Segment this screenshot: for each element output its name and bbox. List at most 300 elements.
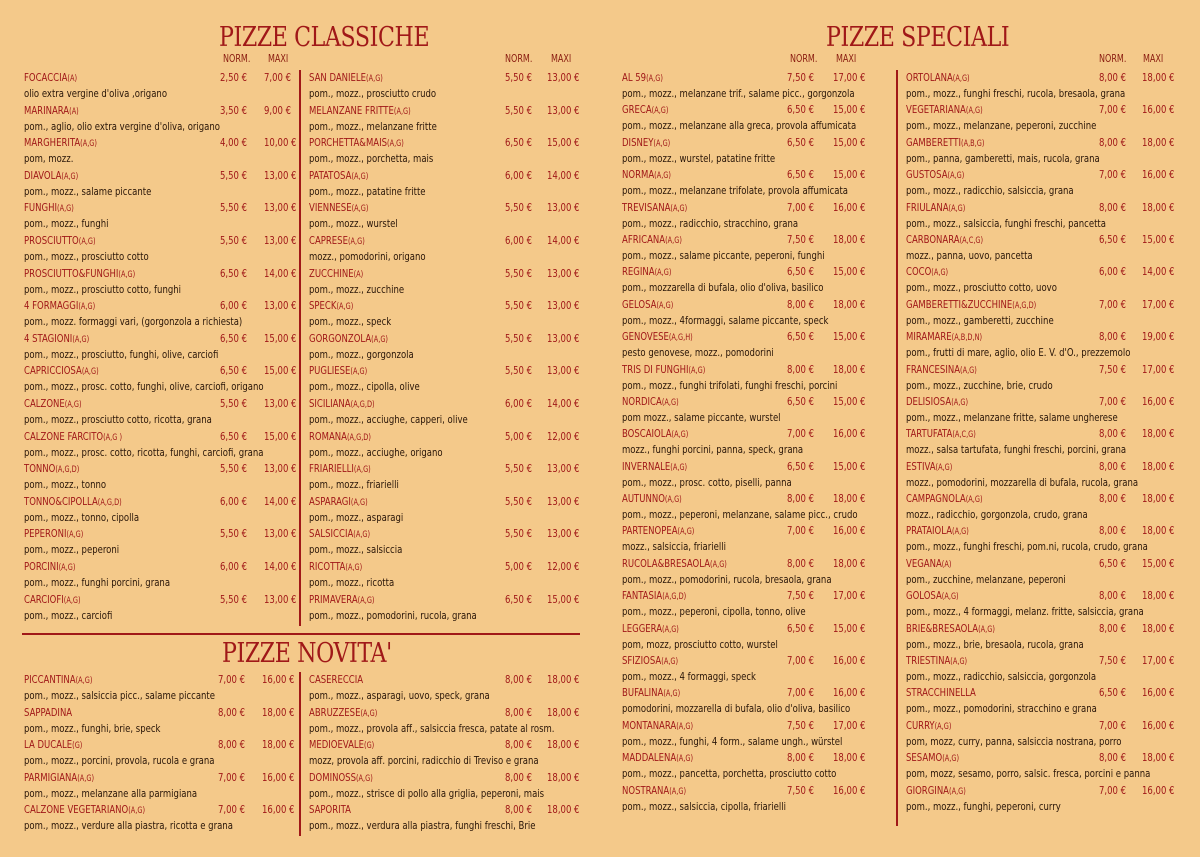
menu-item-brie-and-bresaola: [906, 622, 1178, 654]
allergen-codes: (A,G): [960, 365, 977, 376]
pizza-name-text: MADDALENA: [622, 751, 677, 765]
pizza-name: [906, 395, 968, 408]
pizza-ingredients: pomodorini, mozzarella di bufala, olio d'oliva, basilico: [622, 702, 851, 716]
pizza-name: [309, 803, 351, 816]
allergen-codes: (A,G): [353, 530, 371, 541]
menu-item-friulana: [906, 201, 1178, 233]
allergen-codes: (A,G): [688, 365, 706, 376]
price-norm: 5,50 €: [220, 201, 248, 215]
pizza-ingredients: pom., mozz., radicchio, stracchino, grana: [622, 216, 799, 230]
price-norm: 6,50 €: [787, 330, 815, 344]
pizza-name: [906, 492, 983, 505]
price-norm: 8,00 €: [505, 803, 533, 817]
price-norm: 8,00 €: [787, 556, 815, 570]
price-header-classiche-right: [309, 53, 584, 67]
menu-item-autunno: [622, 492, 894, 524]
menu-item-gamberetti: [906, 136, 1178, 168]
price-maxi: 13,00 €: [547, 331, 580, 345]
price-maxi: 18,00 €: [547, 738, 580, 752]
pizza-ingredients: pom., mozz., wurstel, patatine fritte: [622, 151, 776, 165]
price-norm: 5,50 €: [220, 462, 248, 476]
price-norm: 8,00 €: [1099, 71, 1127, 84]
price-maxi: 13,00 €: [547, 103, 580, 117]
pizza-name: [622, 395, 679, 408]
divider-section-novita: [22, 633, 580, 635]
menu-item-giorgina: [906, 784, 1178, 816]
pizza-name: [309, 169, 368, 182]
menu-item-capricciosa: [24, 364, 299, 397]
price-norm: 6,00 €: [505, 233, 533, 247]
pizza-name-text: CAPRESE: [309, 233, 348, 247]
price-norm: 6,00 €: [220, 299, 248, 313]
section-title-novita: PIZZE NOVITA': [222, 638, 392, 669]
price-maxi: 18,00 €: [1142, 135, 1175, 149]
pizza-name-text: FOCACCIA: [24, 71, 68, 84]
pizza-name: [24, 771, 94, 784]
menu-item-delisiosa: [906, 395, 1178, 427]
price-norm: 7,50 €: [787, 232, 815, 246]
pizza-ingredients: pom., mozz., melanzane trif., salame picc., gorgonzola: [622, 87, 855, 100]
allergen-codes: (A,G): [646, 74, 663, 84]
pizza-ingredients: pom., mozz., funghi, peperoni, curry: [906, 799, 1061, 813]
pizza-name: [24, 201, 74, 214]
price-norm: 5,50 €: [505, 462, 533, 476]
menu-item-primavera: [309, 593, 584, 626]
allergen-codes: (A,G): [654, 171, 671, 182]
pizza-ingredients: pom., mozz., prosciutto, funghi, olive, carciofi: [24, 347, 219, 361]
price-maxi: 13,00 €: [264, 168, 297, 182]
menu-item-gustosa: [906, 168, 1178, 200]
pizza-name: [24, 560, 75, 573]
price-maxi: 15,00 €: [1142, 556, 1175, 570]
price-norm: 8,00 €: [1099, 621, 1127, 635]
allergen-codes: (A,G): [662, 624, 679, 635]
pizza-name-text: ZUCCHINE: [309, 266, 354, 280]
menu-item-carbonara: [906, 233, 1178, 265]
allergen-codes: (A,G,D): [55, 465, 80, 476]
pizza-name-text: BUFALINA: [622, 686, 664, 700]
menu-column-classiche-right: [309, 71, 584, 625]
allergen-codes: (A,G): [347, 236, 365, 247]
pizza-ingredients: pom., mozz., funghi freschi, pom.ni, rucola, crudo, grana: [906, 540, 1148, 554]
menu-item-vegetariana: [906, 103, 1178, 135]
pizza-name-text: PORCHETTA&MAIS: [309, 136, 388, 150]
pizza-ingredients: pom., mozzarella di bufala, olio d'oliva, basilico: [622, 281, 824, 295]
price-norm: 6,00 €: [1099, 265, 1127, 279]
allergen-codes: (A,G): [950, 657, 968, 668]
menu-item-margherita: [24, 136, 299, 169]
pizza-ingredients: pom, mozz, sesamo, porro, salsic. fresca, porcini e panna: [906, 767, 1151, 781]
menu-item-disney: [622, 136, 894, 168]
price-maxi: 14,00 €: [547, 233, 580, 247]
price-norm: 8,00 €: [1099, 751, 1127, 765]
pizza-ingredients: pom., mozz., prosciutto cotto, funghi: [24, 282, 182, 296]
pizza-ingredients: pom., mozz., prosc. cotto, funghi, olive, carciofi, origano: [24, 380, 264, 394]
price-norm: 6,50 €: [505, 136, 533, 150]
allergen-codes: (A,G): [951, 397, 969, 408]
norm-header: NORM.: [505, 53, 533, 65]
menu-item-carciofi: [24, 593, 299, 626]
price-maxi: 18,00 €: [547, 770, 580, 784]
pizza-ingredients: pom., mozz., carciofi: [24, 608, 113, 622]
allergen-codes: (A,G): [670, 462, 688, 473]
menu-column-classiche-left: [24, 71, 299, 625]
price-maxi: 19,00 €: [1142, 330, 1175, 344]
pizza-name-text: PICCANTINA: [24, 673, 76, 686]
pizza-ingredients: pom., mozz., acciughe, capperi, olive: [309, 412, 468, 426]
price-maxi: 16,00 €: [833, 654, 866, 668]
pizza-ingredients: pom., mozz., radicchio, salsiccia, grana: [906, 184, 1074, 198]
pizza-name: [24, 430, 122, 443]
allergen-codes: (A,G): [78, 236, 96, 247]
allergen-codes: (A,G): [676, 754, 694, 765]
price-norm: 5,50 €: [220, 592, 248, 606]
price-maxi: 17,00 €: [833, 589, 866, 603]
pizza-name-text: TONNO&CIPOLLA: [24, 494, 98, 508]
pizza-name: [24, 332, 89, 345]
pizza-name-text: 4 FORMAGGI: [24, 299, 79, 313]
pizza-name-text: PEPERONI: [24, 527, 67, 541]
pizza-name: [309, 201, 368, 214]
pizza-ingredients: pom., mozz., pomodorini, rucola, bresaola, grana: [622, 572, 832, 586]
pizza-name-text: ESTIVA: [906, 459, 936, 473]
price-norm: 6,50 €: [787, 621, 815, 635]
pizza-name: [622, 751, 693, 764]
section-title-classiche: PIZZE CLASSICHE: [219, 22, 430, 53]
menu-item-nostrana: [622, 784, 894, 816]
price-maxi: 13,00 €: [547, 201, 580, 215]
menu-item-curry: [906, 719, 1178, 751]
price-norm: 5,50 €: [505, 331, 533, 345]
pizza-name: [309, 527, 370, 540]
price-maxi: 15,00 €: [264, 331, 297, 345]
pizza-name: [622, 557, 727, 570]
pizza-name-text: TREVISANA: [622, 200, 671, 214]
pizza-name: [24, 364, 99, 377]
price-norm: 7,50 €: [787, 589, 815, 603]
allergen-codes: (A,G): [656, 300, 674, 311]
menu-item-maddalena: [622, 751, 894, 783]
pizza-ingredients: pom., mozz., provola aff., salsiccia fresca, patate al rosm.: [309, 721, 555, 735]
menu-item-triestina: [906, 654, 1178, 686]
pizza-name-text: DIAVOLA: [24, 168, 62, 182]
pizza-name: [906, 233, 983, 246]
pizza-name: [309, 234, 365, 247]
allergen-codes: (A,G): [651, 106, 669, 117]
allergen-codes: (A,G): [710, 559, 727, 570]
pizza-name: [309, 299, 353, 312]
price-norm: 8,00 €: [1099, 200, 1127, 214]
pizza-name-text: MONTANARA: [622, 718, 677, 732]
pizza-ingredients: pom., mozz., asparagi: [309, 510, 404, 524]
pizza-ingredients: pom., mozz., funghi freschi, rucola, bresaola, grana: [906, 87, 1126, 100]
divider-speciali: [896, 70, 898, 826]
price-norm: 6,50 €: [787, 394, 815, 408]
price-norm: 6,50 €: [220, 266, 248, 280]
pizza-name-text: GIORGINA: [906, 783, 950, 797]
pizza-ingredients: pom., mozz. formaggi vari, (gorgonzola a richiesta): [24, 315, 243, 329]
allergen-codes: (A,G): [366, 74, 383, 84]
menu-item-salsiccia: [309, 527, 584, 560]
pizza-ingredients: pom., mozz., funghi trifolati, funghi freschi, porcini: [622, 378, 838, 392]
allergen-codes: (A,G): [353, 465, 371, 476]
pizza-name-text: TRIESTINA: [906, 654, 951, 668]
pizza-ingredients: mozz., salsiccia, friarielli: [622, 540, 726, 554]
pizza-name-text: BRIE&BRESAOLA: [906, 621, 979, 635]
price-norm: 7,00 €: [218, 770, 246, 784]
menu-item-greca: [622, 103, 894, 135]
price-maxi: 18,00 €: [1142, 524, 1175, 538]
pizza-name-text: ABRUZZESE: [309, 705, 361, 719]
allergen-codes: (A,G): [351, 204, 369, 215]
pizza-name-text: GUSTOSA: [906, 168, 948, 182]
pizza-name-text: ASPARAGI: [309, 494, 351, 508]
pizza-ingredients: pom., mozz., peperoni: [24, 543, 120, 557]
price-norm: 8,00 €: [505, 738, 533, 752]
price-norm: 5,50 €: [220, 527, 248, 541]
allergen-codes: (A,G): [387, 139, 404, 150]
price-norm: 6,50 €: [787, 168, 815, 182]
price-norm: 5,00 €: [505, 559, 533, 573]
pizza-ingredients: pom., mozz., melanzane fritte: [309, 119, 437, 133]
pizza-name-text: CAPRICCIOSA: [24, 364, 82, 378]
price-norm: 6,50 €: [220, 364, 248, 378]
price-maxi: 16,00 €: [833, 200, 866, 214]
price-maxi: 18,00 €: [833, 492, 866, 506]
price-maxi: 16,00 €: [1142, 394, 1175, 408]
allergen-codes: (A,G): [64, 399, 82, 410]
price-maxi: 13,00 €: [264, 462, 297, 476]
pizza-ingredients: pom., mozz., pancetta, porchetta, prosciutto cotto: [622, 767, 837, 781]
allergen-codes: (A,G): [350, 497, 368, 508]
pizza-ingredients: pom., mozz., melanzane alla parmigiana: [24, 786, 198, 800]
pizza-name: [309, 738, 374, 751]
pizza-ingredients: pom, mozz.: [24, 152, 74, 166]
menu-item-porcini: [24, 560, 299, 593]
allergen-codes: (G): [72, 741, 83, 752]
price-norm: 5,50 €: [505, 299, 533, 313]
pizza-ingredients: pom., mozz., 4 formaggi, speck: [622, 670, 756, 684]
price-norm: 8,00 €: [218, 705, 246, 719]
allergen-codes: (A,G): [63, 595, 81, 606]
price-norm: 7,00 €: [218, 803, 246, 817]
allergen-codes: (A,G): [661, 657, 679, 668]
menu-item-4-formaggi: [24, 299, 299, 332]
pizza-ingredients: pom., mozz., funghi: [24, 217, 109, 231]
menu-item-viennese: [309, 201, 584, 234]
price-maxi: 18,00 €: [1142, 621, 1175, 635]
pizza-name: [622, 136, 670, 149]
pizza-name: [906, 298, 1036, 311]
allergen-codes: (A,C,G): [952, 430, 976, 441]
pizza-ingredients: pom., mozz., radicchio, salsiccia, gorgonzola: [906, 670, 1097, 684]
price-norm: 8,00 €: [1099, 135, 1127, 149]
price-maxi: 16,00 €: [833, 427, 866, 441]
pizza-ingredients: pom., mozz., salame piccante: [24, 184, 152, 198]
pizza-name: [24, 495, 122, 508]
price-norm: 7,00 €: [787, 427, 815, 441]
menu-item-parmigiana: [24, 771, 299, 804]
pizza-ingredients: pom., frutti di mare, aglio, olio E. V. d'O., prezzemolo: [906, 346, 1131, 360]
pizza-name-text: GAMBERETTI&ZUCCHINE: [906, 297, 1013, 311]
pizza-name-text: FRIULANA: [906, 200, 949, 214]
pizza-name-text: 4 STAGIONI: [24, 331, 73, 345]
allergen-codes: (A,G): [947, 171, 965, 182]
price-maxi: 15,00 €: [547, 592, 580, 606]
menu-item-saporita: [309, 803, 584, 836]
allergen-codes: (A,G): [653, 138, 671, 149]
price-maxi: 14,00 €: [264, 494, 297, 508]
pizza-name: [622, 103, 668, 116]
pizza-name: [309, 430, 371, 443]
price-norm: 5,50 €: [505, 71, 533, 84]
pizza-name: [24, 234, 96, 247]
allergen-codes: (A,G): [931, 268, 949, 279]
price-norm: 6,50 €: [1099, 556, 1127, 570]
price-maxi: 18,00 €: [1142, 589, 1175, 603]
allergen-codes: (A,G,D): [346, 432, 371, 443]
allergen-codes: (A,G): [355, 773, 373, 784]
pizza-name-text: CALZONE FARCITO: [24, 429, 104, 443]
price-norm: 6,50 €: [787, 135, 815, 149]
pizza-name-text: MARINARA: [24, 103, 70, 117]
pizza-name-text: AFRICANA: [622, 232, 666, 246]
pizza-name: [906, 751, 959, 764]
pizza-name: [622, 686, 680, 699]
price-maxi: 18,00 €: [833, 232, 866, 246]
price-norm: 6,50 €: [220, 331, 248, 345]
pizza-name-text: PRATAIOLA: [906, 524, 953, 538]
pizza-ingredients: pom., mozz., asparagi, uovo, speck, grana: [309, 689, 490, 702]
pizza-name: [622, 168, 671, 181]
price-norm: 8,00 €: [505, 705, 533, 719]
menu-item-4-stagioni: [24, 332, 299, 365]
menu-item-siciliana: [309, 397, 584, 430]
pizza-ingredients: pom., mozz., 4 formaggi, melanz. fritte, salsiccia, grana: [906, 605, 1144, 619]
allergen-codes: (A,G): [949, 786, 966, 797]
menu-item-tartufata: [906, 427, 1178, 459]
pizza-ingredients: pom., mozz., salsiccia: [309, 543, 403, 557]
pizza-name-text: GOLOSA: [906, 589, 942, 603]
norm-header: NORM.: [1099, 53, 1127, 65]
price-norm: 7,00 €: [787, 200, 815, 214]
pizza-name: [906, 686, 976, 699]
pizza-name: [622, 784, 686, 797]
pizza-ingredients: mozz., radicchio, gorgonzola, crudo, grana: [906, 508, 1088, 522]
price-norm: 7,00 €: [1099, 103, 1127, 117]
price-maxi: 18,00 €: [547, 803, 580, 817]
price-norm: 6,00 €: [220, 494, 248, 508]
price-maxi: 14,00 €: [1142, 265, 1175, 279]
pizza-ingredients: pom., mozz., cipolla, olive: [309, 380, 420, 394]
menu-item-stracchinella: [906, 686, 1178, 718]
price-norm: 6,00 €: [505, 396, 533, 410]
pizza-ingredients: pom., mozz., peperoni, melanzane, salame picc., crudo: [622, 508, 858, 522]
price-norm: 7,00 €: [787, 654, 815, 668]
pizza-name-text: CARBONARA: [906, 232, 960, 246]
pizza-ingredients: pom., mozz., patatine fritte: [309, 184, 426, 198]
pizza-name: [309, 397, 375, 410]
price-maxi: 18,00 €: [547, 705, 580, 719]
pizza-ingredients: pom., mozz., gamberetti, zucchine: [906, 313, 1054, 327]
pizza-name: [309, 771, 373, 784]
pizza-name-text: BOSCAIOLA: [622, 427, 672, 441]
price-norm: 5,50 €: [505, 103, 533, 117]
allergen-codes: (A,G): [948, 203, 966, 214]
pizza-name-text: TONNO: [24, 462, 56, 476]
pizza-name-text: CASERECCIA: [309, 673, 364, 686]
price-norm: 7,00 €: [787, 686, 815, 700]
pizza-name: [906, 460, 952, 473]
menu-item-diavola: [24, 169, 299, 202]
menu-column-novita-left: [24, 673, 299, 836]
allergen-codes: (A): [67, 74, 78, 84]
menu-item-peperoni: [24, 527, 299, 560]
menu-item-genovese: [622, 330, 894, 362]
price-maxi: 15,00 €: [1142, 232, 1175, 246]
pizza-name-text: MIRAMARE: [906, 330, 952, 344]
maxi-header: MAXI: [268, 53, 289, 65]
allergen-codes: (A,G): [66, 530, 84, 541]
menu-item-estiva: [906, 460, 1178, 492]
price-norm: 8,00 €: [505, 770, 533, 784]
menu-item-tris-di-funghi: [622, 363, 894, 395]
maxi-header: MAXI: [1143, 53, 1164, 65]
pizza-ingredients: pom., mozz., pomodorini, stracchino e grana: [906, 702, 1097, 716]
allergen-codes: (A,G): [676, 721, 694, 732]
menu-item-miramare: [906, 330, 1178, 362]
pizza-name: [309, 593, 374, 606]
allergen-codes: (A,G): [118, 269, 136, 280]
price-maxi: 15,00 €: [547, 136, 580, 150]
pizza-name-text: CARCIOFI: [24, 592, 64, 606]
price-maxi: 13,00 €: [264, 233, 297, 247]
menu-item-calzone: [24, 397, 299, 430]
menu-item-boscaiola: [622, 427, 894, 459]
allergen-codes: (A,G): [75, 676, 93, 686]
pizza-name-text: CURRY: [906, 718, 935, 732]
price-header-speciali-left: [622, 53, 894, 67]
pizza-name-text: MARGHERITA: [24, 136, 81, 150]
price-norm: 5,50 €: [220, 168, 248, 182]
pizza-name: [622, 427, 688, 440]
menu-item-leggera: [622, 622, 894, 654]
pizza-ingredients: mozz., panna, uovo, pancetta: [906, 248, 1033, 262]
pizza-name-text: CALZONE: [24, 396, 65, 410]
pizza-name-text: PROSCIUTTO&FUNGHI: [24, 266, 119, 280]
pizza-name-text: ORTOLANA: [906, 71, 953, 84]
pizza-ingredients: pom., mozz., melanzane trifolate, provola affumicata: [622, 184, 849, 198]
pizza-name: [906, 330, 982, 343]
pizza-name-text: PORCINI: [24, 559, 59, 573]
pizza-name: [309, 267, 363, 280]
pizza-name: [906, 427, 976, 440]
allergen-codes: (A,G): [942, 754, 960, 765]
pizza-name-text: PROSCIUTTO: [24, 233, 79, 247]
pizza-name: [24, 104, 79, 117]
menu-item-pugliese: [309, 364, 584, 397]
allergen-codes: (A,G): [345, 562, 363, 573]
price-norm: 8,00 €: [218, 738, 246, 752]
pizza-ingredients: mozz., pomodorini, origano: [309, 249, 426, 263]
pizza-ingredients: pom., mozz., ricotta: [309, 575, 395, 589]
price-maxi: 13,00 €: [547, 266, 580, 280]
pizza-name: [622, 622, 679, 635]
price-maxi: 18,00 €: [1142, 200, 1175, 214]
pizza-name-text: FUNGHI: [24, 201, 58, 215]
price-norm: 6,50 €: [787, 265, 815, 279]
price-maxi: 18,00 €: [262, 738, 295, 752]
